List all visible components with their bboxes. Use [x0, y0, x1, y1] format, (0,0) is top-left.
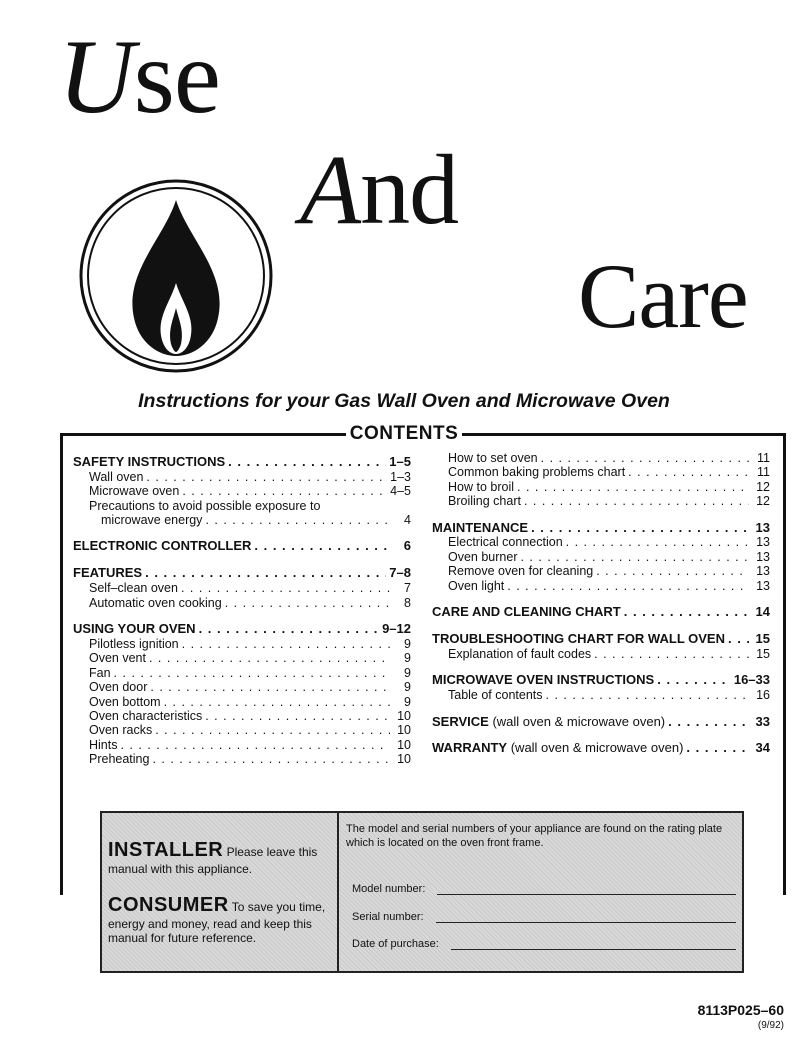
toc-entry: SAFETY INSTRUCTIONS . . . 1–5 — [73, 455, 411, 470]
toc-entry: Remove oven for cleaning . . . 13 — [432, 564, 770, 578]
toc-entry: Precautions to avoid possible exposure to — [89, 498, 321, 513]
info-box-divider — [337, 811, 339, 973]
subtitle: Instructions for your Gas Wall Oven and Microwave Oven — [138, 390, 670, 412]
contents-heading: CONTENTS — [0, 423, 808, 445]
flame-logo-icon — [78, 178, 274, 374]
toc-entry: Microwave oven . . . 4–5 — [73, 484, 411, 498]
toc-right-column — [432, 451, 770, 756]
toc-entry: SERVICE (wall oven & microwave oven) . . . 33 — [432, 715, 770, 730]
title-word-use: Use — [58, 18, 220, 135]
toc-entry: Oven burner . . . 13 — [432, 550, 770, 564]
toc-entry: Explanation of fault codes . . . 15 — [432, 647, 770, 661]
toc-entry: Broiling chart . . . 12 — [432, 494, 770, 508]
title-word-and: And — [300, 134, 459, 245]
toc-entry: Hints . . . 10 — [73, 738, 411, 752]
toc-entry: Oven vent . . . 9 — [73, 651, 411, 665]
toc-entry: ELECTRONIC CONTROLLER . . . 6 — [73, 539, 411, 554]
toc-entry: Oven door . . . 9 — [73, 680, 411, 694]
date-of-purchase-field: Date of purchase: — [352, 937, 736, 950]
toc-entry: CARE AND CLEANING CHART . . . 14 — [432, 605, 770, 620]
toc-entry: How to broil . . . 12 — [432, 480, 770, 494]
toc-entry: microwave energy . . . 4 — [73, 513, 411, 527]
title-word-care: Care — [578, 245, 748, 347]
toc-entry: Preheating . . . 10 — [73, 752, 411, 766]
document-number: 8113P025–60 — [697, 1002, 784, 1018]
document-date: (9/92) — [757, 1020, 784, 1031]
rating-plate-note: The model and serial numbers of your appliance are found on the rating plate which is located on the oven front frame. — [346, 823, 723, 849]
toc-entry: Table of contents . . . 16 — [432, 688, 770, 702]
toc-left-column — [73, 455, 411, 766]
toc-entry: Oven bottom . . . 9 — [73, 695, 411, 709]
toc-entry: Automatic oven cooking . . . 8 — [73, 596, 411, 610]
toc-entry: USING YOUR OVEN . . . 9–12 — [73, 622, 411, 637]
serial-number-field: Serial number: — [352, 910, 736, 923]
toc-entry: Self–clean oven . . . 7 — [73, 581, 411, 595]
toc-entry: Oven characteristics . . . 10 — [73, 709, 411, 723]
toc-entry: MICROWAVE OVEN INSTRUCTIONS . . . 16–33 — [432, 673, 770, 688]
toc-entry: Common baking problems chart . . . 11 — [432, 465, 770, 479]
toc-entry: Oven racks . . . 10 — [73, 723, 411, 737]
toc-entry: Oven light . . . 13 — [432, 579, 770, 593]
toc-entry: WARRANTY (wall oven & microwave oven) . . . 34 — [432, 741, 770, 756]
toc-entry: Pilotless ignition . . . 9 — [73, 637, 411, 651]
toc-entry: Fan . . . 9 — [73, 666, 411, 680]
consumer-note: CONSUMER To save you time, energy and money, read and keep this manual for future reference. — [108, 894, 326, 946]
model-number-field: Model number: — [352, 882, 736, 895]
toc-entry: TROUBLESHOOTING CHART FOR WALL OVEN . . . 15 — [432, 632, 770, 647]
toc-entry: FEATURES . . . 7–8 — [73, 566, 411, 581]
toc-entry: Electrical connection . . . 13 — [432, 535, 770, 549]
installer-note: INSTALLER Please leave this manual with this appliance. — [108, 839, 318, 876]
toc-entry: Wall oven . . . 1–3 — [73, 470, 411, 484]
toc-entry: How to set oven . . . 11 — [432, 451, 770, 465]
toc-entry: MAINTENANCE . . . 13 — [432, 521, 770, 536]
